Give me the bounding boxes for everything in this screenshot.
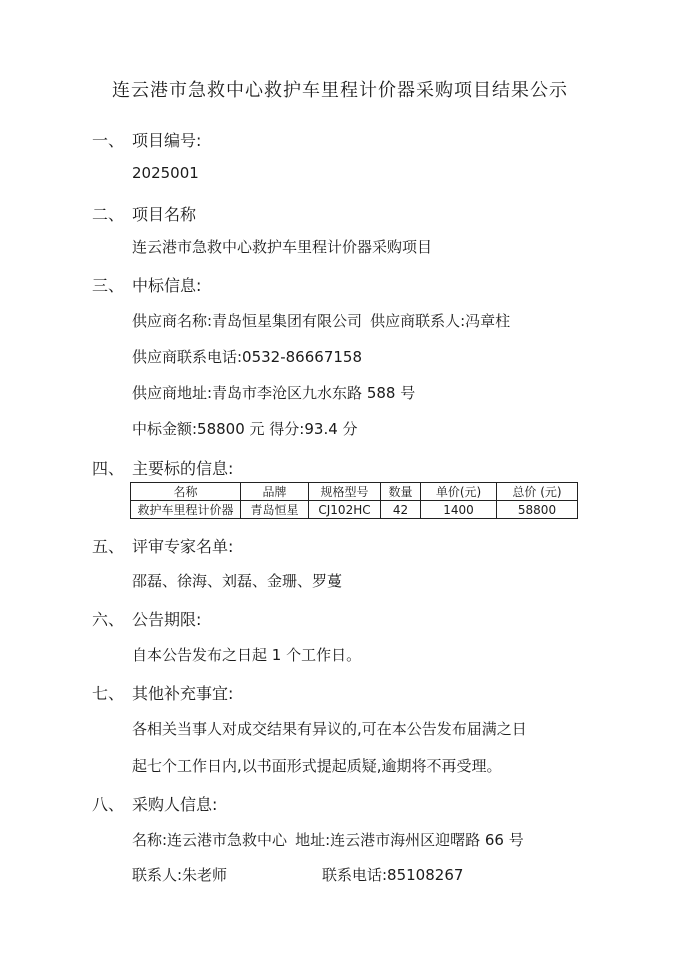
table-cell: 42 — [381, 501, 421, 519]
other-text-line-2: 起七个工作日内,以书面形式提起质疑,逾期将不再受理。 — [132, 757, 502, 775]
section-title: 其他补充事宜: — [132, 684, 234, 703]
section-heading-8 — [92, 792, 217, 815]
table-header-cell: 单价(元) — [421, 483, 497, 501]
supplier-name: 供应商名称:青岛恒星集团有限公司 — [132, 312, 363, 330]
table-header-cell: 品牌 — [241, 483, 309, 501]
section-number: 六、 — [92, 610, 125, 629]
section-title: 公告期限: — [132, 610, 202, 629]
table-cell: 救护车里程计价器 — [131, 501, 241, 519]
supplier-contact: 供应商联系人:冯章柱 — [370, 312, 511, 330]
table-cell: 青岛恒星 — [241, 501, 309, 519]
table-header-cell: 名称 — [131, 483, 241, 501]
section-title: 主要标的信息: — [132, 459, 234, 478]
other-text-line-1: 各相关当事人对成交结果有异议的,可在本公告发布届满之日 — [132, 720, 527, 738]
section-title: 中标信息: — [132, 276, 202, 295]
section-number: 一、 — [92, 131, 125, 150]
winning-amount-score: 中标金额:58800 元 得分:93.4 分 — [132, 420, 358, 438]
section-number: 四、 — [92, 459, 125, 478]
section-number: 三、 — [92, 276, 125, 295]
table-header-row — [131, 483, 578, 501]
table-header-cell: 数量 — [381, 483, 421, 501]
section-number: 八、 — [92, 795, 125, 814]
supplier-phone: 供应商联系电话:0532-86667158 — [132, 348, 362, 366]
document-title: 连云港市急救中心救护车里程计价器采购项目结果公示 — [112, 80, 568, 101]
section-heading-7 — [92, 681, 233, 704]
items-table — [130, 482, 578, 519]
table-header-cell: 规格型号 — [309, 483, 381, 501]
project-name: 连云港市急救中心救护车里程计价器采购项目 — [132, 238, 433, 256]
table-cell: 1400 — [421, 501, 497, 519]
purchaser-name-address — [132, 829, 524, 850]
purchaser-contact-line — [132, 864, 463, 885]
section-heading-2 — [92, 202, 196, 225]
section-number: 七、 — [92, 684, 125, 703]
project-number: 2025001 — [132, 164, 199, 182]
expert-list: 邵磊、徐海、刘磊、金珊、罗蔓 — [132, 572, 343, 590]
section-number: 五、 — [92, 537, 125, 556]
purchaser-contact: 联系人:朱老师 — [132, 866, 228, 884]
section-heading-4 — [92, 456, 233, 479]
section-title: 项目名称 — [132, 205, 197, 224]
table-cell: CJ102HC — [309, 501, 381, 519]
announcement-period: 自本公告发布之日起 1 个工作日。 — [132, 646, 362, 664]
table-row — [131, 501, 578, 519]
table-cell: 58800 — [497, 501, 578, 519]
table-header-cell: 总价 (元) — [497, 483, 578, 501]
section-title: 项目编号: — [132, 131, 202, 150]
section-heading-3 — [92, 273, 201, 296]
section-heading-1 — [92, 128, 201, 151]
purchaser-phone: 联系电话:85108267 — [322, 866, 464, 884]
section-title: 采购人信息: — [132, 795, 218, 814]
purchaser-address: 地址:连云港市海州区迎曙路 66 号 — [295, 831, 524, 849]
supplier-line — [132, 310, 510, 331]
section-heading-6 — [92, 607, 201, 630]
section-number: 二、 — [92, 205, 125, 224]
section-title: 评审专家名单: — [132, 537, 234, 556]
section-heading-5 — [92, 534, 233, 557]
purchaser-name: 名称:连云港市急救中心 — [132, 831, 288, 849]
supplier-address: 供应商地址:青岛市李沧区九水东路 588 号 — [132, 384, 416, 402]
